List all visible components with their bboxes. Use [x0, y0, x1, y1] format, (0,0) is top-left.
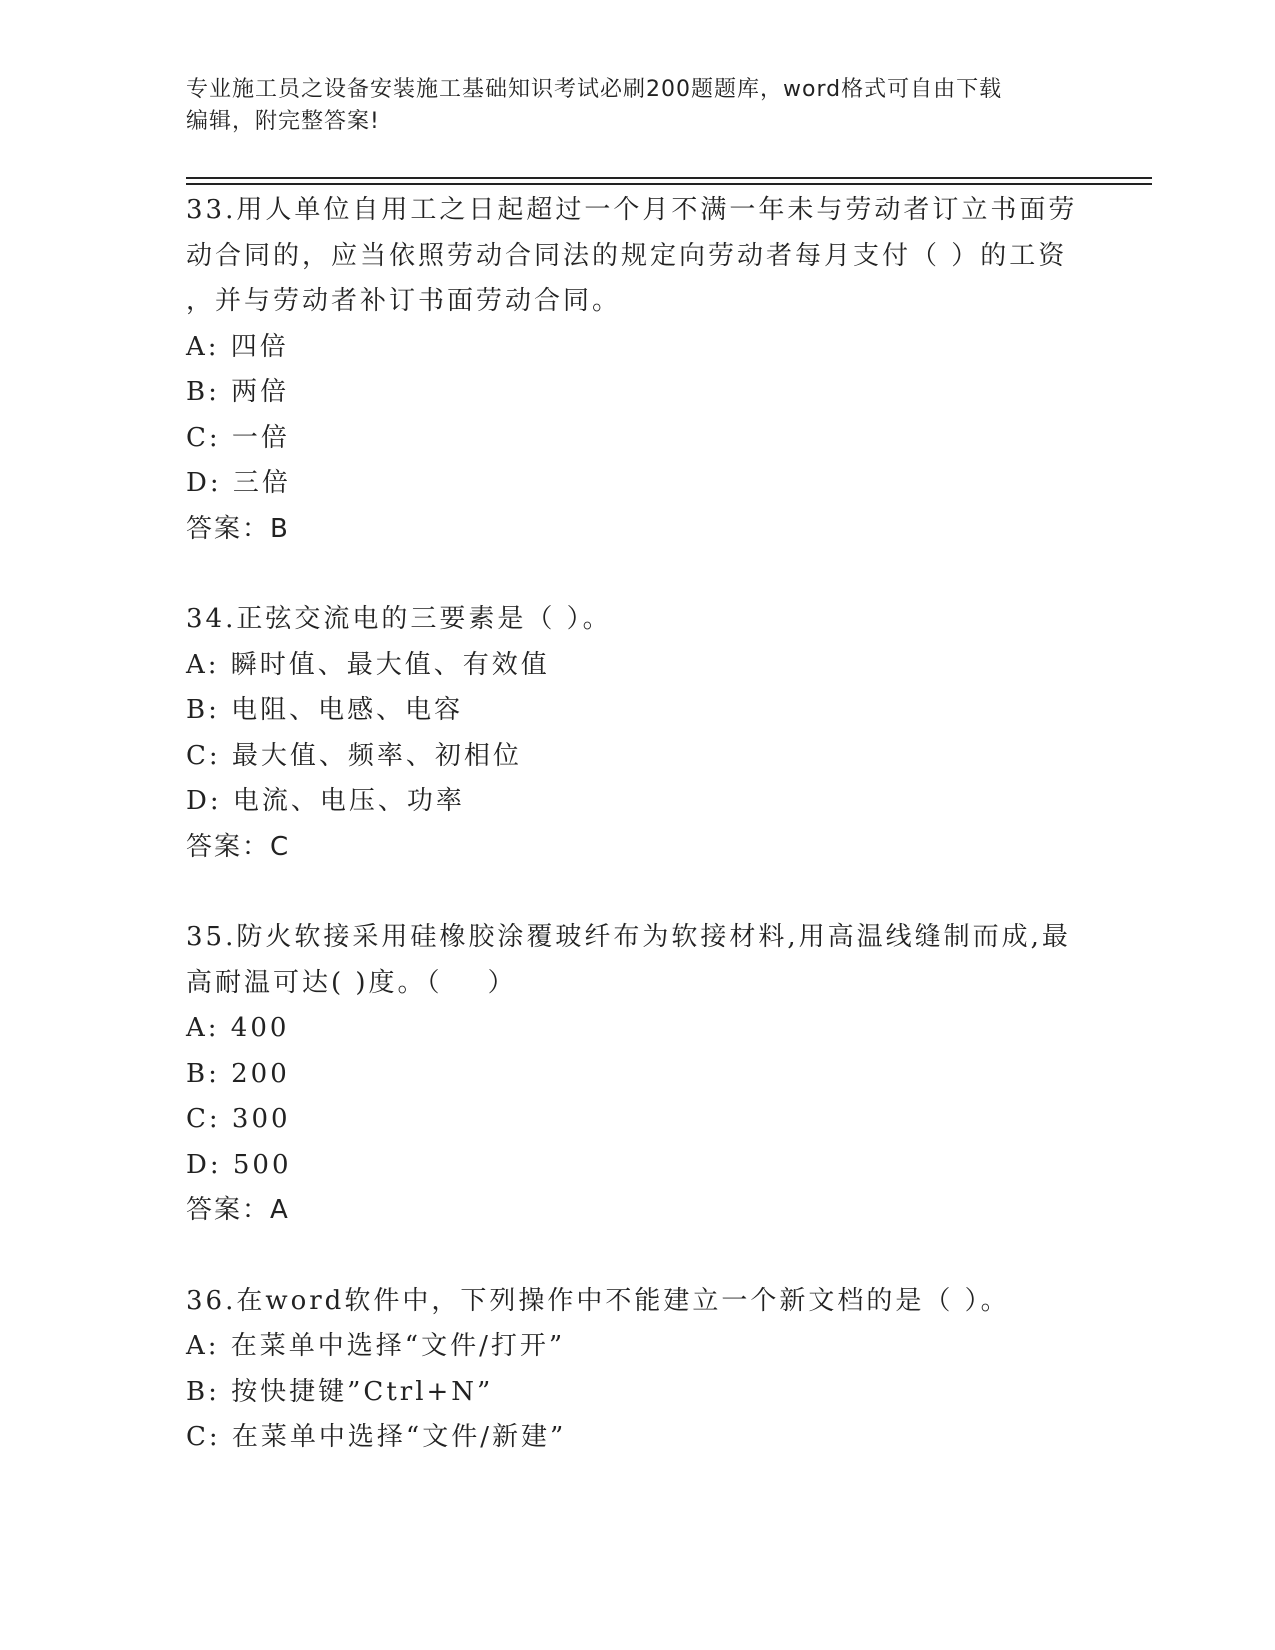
header-title-line-2: 编辑，附完整答案! [186, 109, 380, 134]
header-divider-bottom [186, 183, 1152, 185]
question-text-line: ，并与劳动者补订书面劳动合同。 [186, 286, 622, 316]
question-gap [186, 552, 1086, 597]
answer-line: 答案：B [186, 513, 290, 544]
answer-line: 答案：A [186, 1195, 290, 1225]
option-a: A: 400 [186, 1013, 290, 1043]
option-a: A: 四倍 [186, 331, 289, 362]
option-c: C: 300 [186, 1104, 291, 1134]
header-title-line-1: 专业施工员之设备安装施工基础知识考试必刷200题题库，word格式可自由下载 [186, 77, 1003, 102]
question-text-line: 34.正弦交流电的三要素是（ ）。 [186, 604, 612, 634]
option-c: C: 在菜单中选择“文件/新建” [186, 1422, 567, 1452]
question-list [186, 188, 1086, 1461]
question-gap [186, 870, 1086, 915]
question-text-line: 33.用人单位自用工之日起超过一个月不满一年未与劳动者订立书面劳 [186, 195, 1078, 225]
question-gap [186, 1234, 1086, 1279]
header-divider-top [186, 177, 1152, 179]
question-text-line: 动合同的，应当依照劳动合同法的规定向劳动者每月支付（ ）的工资 [186, 240, 1068, 271]
question-35 [186, 915, 1086, 1234]
option-c: C: 最大值、频率、初相位 [186, 740, 522, 771]
option-b: B: 电阻、电感、电容 [186, 695, 464, 725]
answer-line: 答案：C [186, 831, 291, 862]
option-b: B: 两倍 [186, 377, 290, 407]
question-text-line: 36.在word软件中，下列操作中不能建立一个新文档的是（ ）。 [186, 1285, 1010, 1316]
document-header [186, 74, 1086, 138]
option-d: D: 电流、电压、功率 [186, 786, 465, 816]
option-d: D: 500 [186, 1149, 292, 1180]
option-b: B: 200 [186, 1058, 290, 1089]
option-c: C: 一倍 [186, 422, 290, 453]
question-36 [186, 1279, 1086, 1461]
question-text-line: 高耐温可达( )度。（ ） [186, 967, 517, 998]
question-34 [186, 597, 1086, 870]
question-text-line: 35.防火软接采用硅橡胶涂覆玻纤布为软接材料,用高温线缝制而成,最 [186, 922, 1071, 952]
option-a: A: 瞬时值、最大值、有效值 [186, 649, 550, 680]
option-d: D: 三倍 [186, 468, 291, 498]
option-a: A: 在菜单中选择“文件/打开” [186, 1331, 566, 1361]
option-b: B: 按快捷键”Ctrl+N” [186, 1376, 494, 1407]
question-33 [186, 188, 1086, 552]
